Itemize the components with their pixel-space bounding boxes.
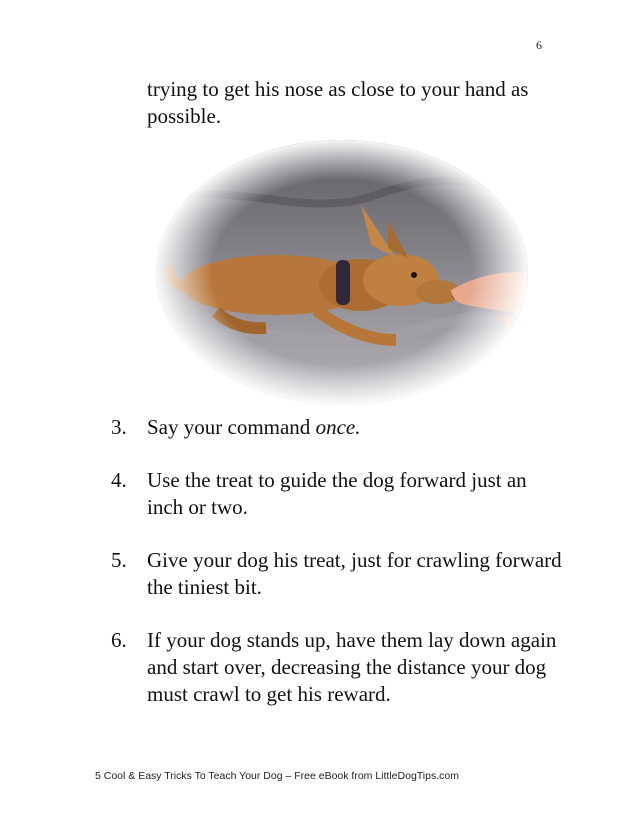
list-item [95,547,565,601]
step-number: 5. [111,548,127,572]
list-item [95,467,565,521]
step-number: 6. [111,628,127,652]
page-footer: 5 Cool & Easy Tricks To Teach Your Dog – Free eBook from LittleDogTips.com [95,770,459,782]
step-number: 3. [111,415,127,439]
continuation-paragraph: trying to get his nose as close to your hand as possible. [147,77,529,128]
list-item [95,414,565,441]
photo-vignette [156,140,528,405]
step-number: 4. [111,468,127,492]
steps-list [95,414,565,734]
step-text: Give your dog his treat, just for crawling forward the tiniest bit. [147,548,562,599]
step-emphasis: once. [315,415,361,439]
page-number: 6 [536,38,542,52]
list-item [95,627,565,708]
step-text: If your dog stands up, have them lay down again and start over, decreasing the distance your dog must crawl to get his reward. [147,628,557,706]
step-text: Say your command [147,415,316,439]
step-text: Use the treat to guide the dog forward just an inch or two. [147,468,527,519]
dog-photo [156,140,528,405]
